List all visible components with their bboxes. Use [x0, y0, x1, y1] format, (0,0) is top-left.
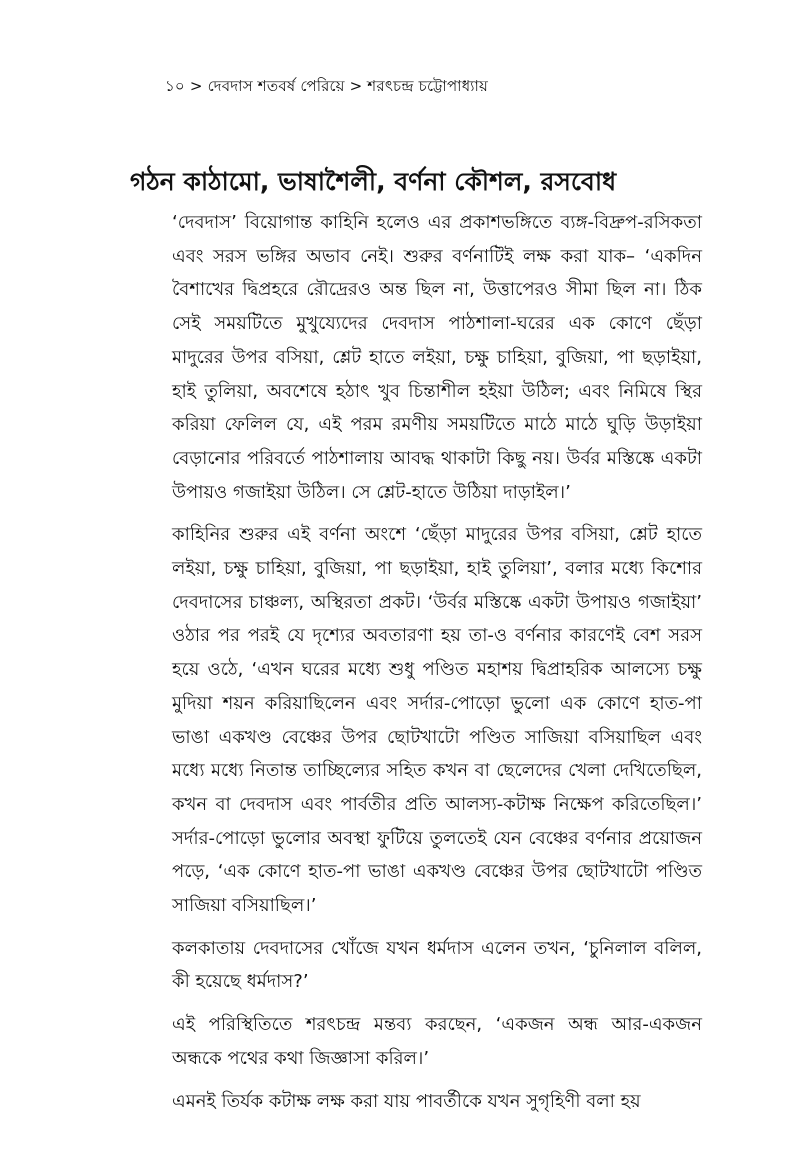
paragraph-4: এই পরিস্থিতিতে শরৎচন্দ্র মন্তব্য করছেন, ‘একজন অন্ধ আর-একজন অন্ধকে পথের কথা জিজ্ঞাসা করিল।’: [172, 1014, 702, 1069]
paragraph-3: কলকাতায় দেবদাসের খোঁজে যখন ধর্মদাস এলেন তখন, ‘চুনিলাল বলিল, কী হয়েছে ধর্মদাস?’: [172, 937, 702, 993]
paragraph-2: কাহিনির শুরুর এই বর্ণনা অংশে ‘ছেঁড়া মাদুরের উপর বসিয়া, শ্লেট হাতে লইয়া, চক্ষু চাহিয়া, বুজিয়া, পা ছড়াইয়া, হাই তুলিয়া’, বলার মধ্যে কিশোর দেবদাসের চাঞ্চল্য, অস্থিরতা প্রকট। ‘উর্বর মস্তিষ্কে একটা উপায়ও গজাইয়া’ ওঠার পর পরই যে দৃশ্যের অবতারণা হয় তা-ও বর্ণনার কারণেই বেশ সরস হয়ে ওঠে, ‘এখন ঘরের মধ্যে শুধু পণ্ডিত মহাশয় দ্বিপ্রাহরিক আলস্যে চক্ষু মুদিয়া শয়ন করিয়াছিলেন এবং সর্দার-পোড়ো ভুলো এক কোণে হাত-পা ভাঙা একখণ্ড বেঞ্চের উপর ছোটখাটো পণ্ডিত সাজিয়া বসিয়াছিল এবং মধ্যে মধ্যে নিতান্ত তাচ্ছিল্যের সহিত কখন বা ছেলেদের খেলা দেখিতেছিল, কখন বা দেবদাস এবং পার্বতীর প্রতি আলস্য-কটাক্ষ নিক্ষেপ করিতেছিল।’ সর্দার-পোড়ো ভুলোর অবস্থা ফুটিয়ে তুলতেই যেন বেঞ্চের বর্ণনার প্রয়োজন পড়ে, ‘এক কোণে হাত-পা ভাঙা একখণ্ড বেঞ্চের উপর ছোটখাটো পণ্ডিত সাজিয়া বসিয়াছিল।’: [172, 524, 702, 917]
running-header: ১০ > দেবদাস শতবর্ষ পেরিয়ে > শরৎচন্দ্র চট্টোপাধ্যায়: [165, 77, 489, 95]
paragraph-5: এমনই তির্যক কটাক্ষ লক্ষ করা যায় পাবর্তীকে যখন সুগৃহিণী বলা হয়: [172, 1090, 641, 1112]
paragraph-1: ‘দেবদাস’ বিয়োগান্ত কাহিনি হলেও এর প্রকাশভঙ্গিতে ব্যঙ্গ-বিদ্রুপ-রসিকতা এবং সরস ভঙ্গির অভাব নেই। শুরুর বর্ণনাটিই লক্ষ করা যাক– ‘একদিন বৈশাখের দ্বিপ্রহরে রৌদ্রেরও অন্ত ছিল না, উত্তাপেরও সীমা ছিল না। ঠিক সেই সময়টিতে মুখুয্যেদের দেবদাস পাঠশালা-ঘরের এক কোণে ছেঁড়া মাদুরের উপর বসিয়া, শ্লেট হাতে লইয়া, চক্ষু চাহিয়া, বুজিয়া, পা ছড়াইয়া, হাই তুলিয়া, অবশেষে হঠাৎ খুব চিন্তাশীল হইয়া উঠিল; এবং নিমিষে স্থির করিয়া ফেলিল যে, এই পরম রমণীয় সময়টিতে মাঠে মাঠে ঘুড়ি উড়াইয়া বেড়ানোর পরিবর্তে পাঠশালায় আবদ্ধ থাকাটা কিছু নয়। উর্বর মস্তিষ্কে একটা উপায়ও গজাইয়া উঠিল। সে শ্লেট-হাতে উঠিয়া দাড়াইল।’: [172, 212, 702, 503]
body-text: [172, 206, 702, 1118]
section-heading: গঠন কাঠামো, ভাষাশৈলী, বর্ণনা কৌশল, রসবোধ: [130, 167, 617, 196]
